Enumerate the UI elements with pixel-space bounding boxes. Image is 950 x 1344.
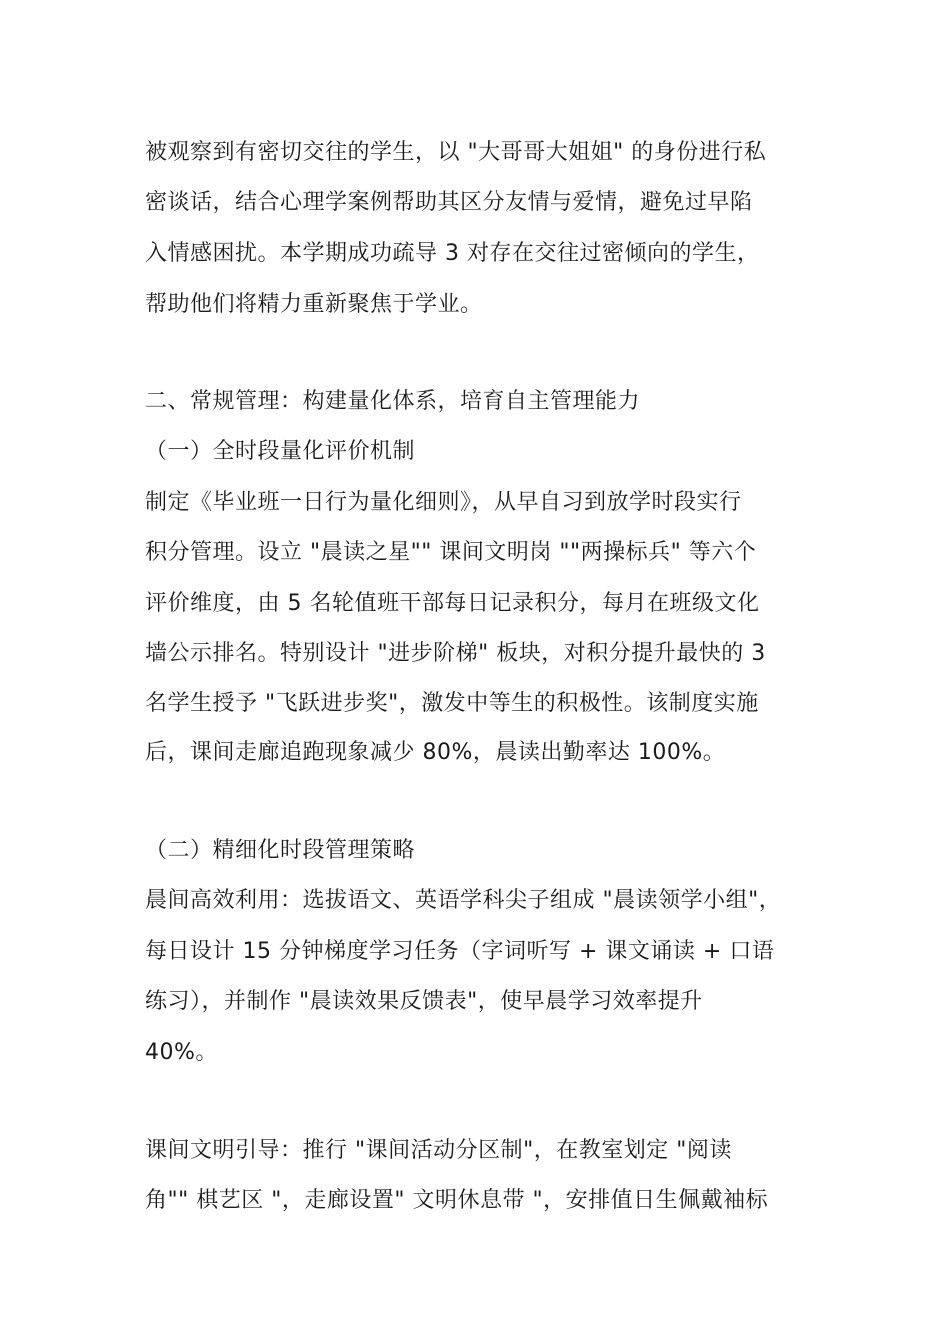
paragraph-line: 40%。	[145, 1040, 218, 1065]
section-heading: 二、常规管理：构建量化体系，培育自主管理能力	[145, 389, 641, 414]
paragraph-line: 晨间高效利用：选拔语文、英语学科尖子组成 "晨读领学小组"，	[145, 888, 782, 913]
paragraph-line: 帮助他们将精力重新聚焦于学业。	[145, 292, 483, 317]
paragraph-line: 每日设计 15 分钟梯度学习任务（字词听写 + 课文诵读 + 口语	[145, 939, 775, 964]
paragraph-line: 制定《毕业班一日行为量化细则》，从早自习到放学时段实行	[145, 490, 742, 515]
paragraph-line: 墙公示排名。特别设计 "进步阶梯" 板块，对积分提升最快的 3	[145, 641, 766, 666]
paragraph-line: 评价维度，由 5 名轮值班干部每日记录积分，每月在班级文化	[145, 591, 760, 616]
paragraph-line: 被观察到有密切交往的学生，以 "大哥哥大姐姐" 的身份进行私	[145, 140, 767, 165]
paragraph-line: 名学生授予 "飞跃进步奖"，激发中等生的积极性。该制度实施	[145, 691, 759, 716]
paragraph-line: 角"" 棋艺区 "，走廊设置" 文明休息带 "，安排值日生佩戴袖标	[145, 1188, 769, 1213]
paragraph-line: 积分管理。设立 "晨读之星"" 课间文明岗 ""两操标兵" 等六个	[145, 540, 757, 565]
subheading: （二）精细化时段管理策略	[145, 838, 416, 863]
paragraph-line: 入情感困扰。本学期成功疏导 3 对存在交往过密倾向的学生，	[145, 241, 760, 266]
paragraph-line: 练习），并制作 "晨读效果反馈表"，使早晨学习效率提升	[145, 989, 703, 1014]
paragraph-line: 密谈话，结合心理学案例帮助其区分友情与爱情，避免过早陷	[145, 190, 753, 215]
paragraph-line: 后，课间走廊追跑现象减少 80%，晨读出勤率达 100%。	[145, 740, 726, 765]
subheading: （一）全时段量化评价机制	[145, 439, 416, 464]
paragraph-line: 课间文明引导：推行 "课间活动分区制"，在教室划定 "阅读	[145, 1138, 732, 1163]
